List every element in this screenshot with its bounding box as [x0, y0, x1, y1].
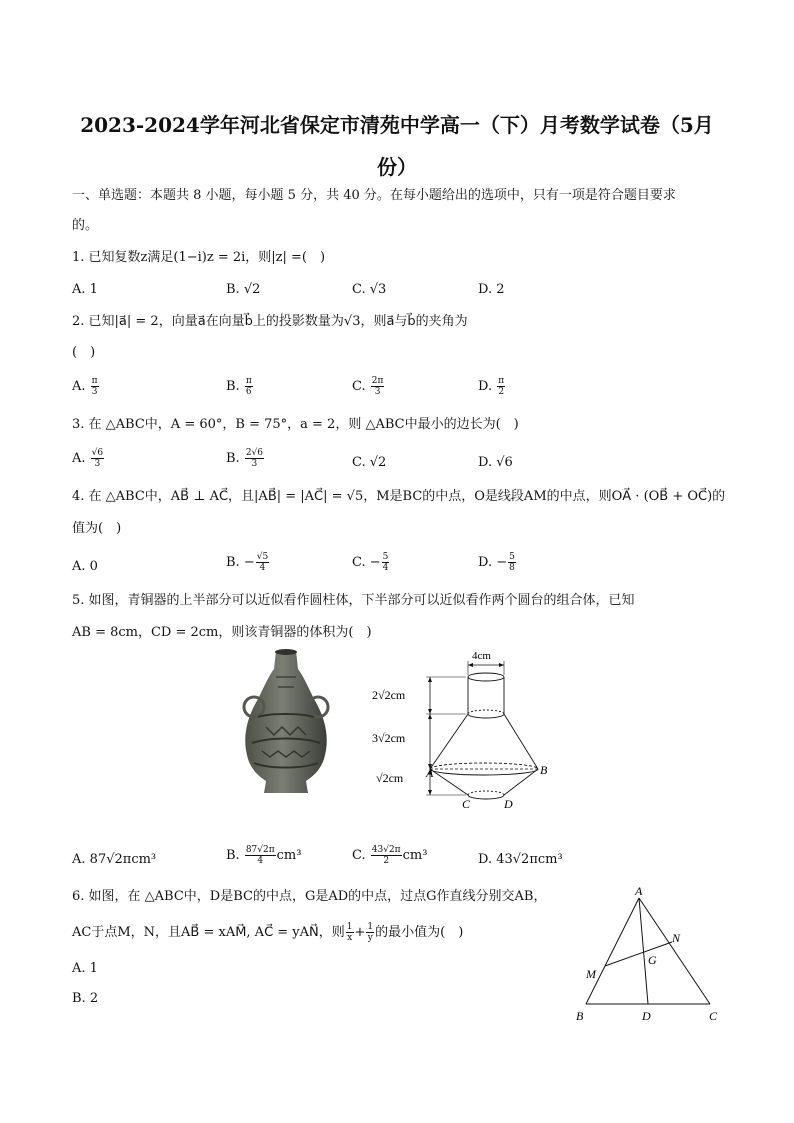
fraction: $\frac{\pi}{6}$ [245, 376, 252, 397]
q6-option-b: B. 2 [72, 991, 99, 1006]
fraction: $\frac{√6}{3}$ [91, 448, 104, 469]
q1-option-b: B. √2 [226, 282, 261, 297]
title-line-1: 2023-2024学年河北省保定市清苑中学高一（下）月考数学试卷（5月 [80, 113, 714, 137]
point-c-label: C [709, 1009, 718, 1023]
q5-option-a: A. 87√2πcm³ [72, 852, 157, 867]
point-m-label: M [586, 967, 596, 981]
bronze-vessel-photo [240, 647, 332, 799]
q2-option-a: A. $\frac{\pi}{3}$ [72, 376, 98, 397]
side-ab [586, 898, 639, 1004]
question-3-stem: 3. 在 △ABC中，A = 60°，B = 75°，a = 2，则 △ABC中最小的边长为( ) [72, 417, 519, 432]
q1-option-a: A. 1 [72, 282, 98, 297]
q3-option-c: C. √2 [352, 455, 387, 470]
height-2-label: 3√2cm [372, 731, 406, 745]
question-5-stem: 5. 如图，青铜器的上半部分可以近似看作圆柱体，下半部分可以近似看作两个圆台的组合体，已知 [72, 593, 635, 608]
question-1-stem: 1. 已知复数z满足(1−i)z = 2i，则|z| =( ) [72, 250, 326, 265]
section-header [72, 187, 676, 205]
q3-option-b: B. $\frac{2√6}{3}$ [226, 448, 264, 469]
title-line-2: 份） [377, 155, 417, 179]
point-d-label: D [642, 1009, 651, 1023]
q4-option-d: D. − $\frac{5}{8}$ [478, 552, 515, 573]
question-2-stem: 2. 已知|a⃗| = 2，向量a⃗在向量b⃗上的投影数量为√3，则a⃗与b⃗的夹角为 [72, 314, 468, 329]
fraction: $\frac{5}{8}$ [509, 552, 515, 573]
fraction: $\frac{\pi}{3}$ [91, 376, 98, 397]
fraction: $\frac{√5}{4}$ [256, 552, 269, 573]
point-n-label: N [672, 931, 681, 945]
point-d-label: D [504, 797, 513, 811]
fraction: $\frac{1}{y}$ [367, 922, 374, 943]
vessel-diagram [368, 645, 556, 815]
question-5-stem-cont: AB = 8cm，CD = 2cm，则该青铜器的体积为( ) [72, 625, 372, 640]
fraction: $\frac{\pi}{2}$ [498, 376, 505, 397]
fraction: $\frac{87√2\pi}{4}$ [245, 845, 275, 866]
question-4-stem-cont: 值为( ) [72, 521, 122, 536]
q1-option-c: C. √3 [352, 282, 387, 297]
q5-option-c: C. $\frac{43√2\pi}{2}$ cm³ [352, 845, 428, 866]
q2-option-b: B. $\frac{\pi}{6}$ [226, 376, 252, 397]
point-b-label: B [576, 1009, 584, 1023]
q3-option-d: D. √6 [478, 455, 513, 470]
point-b-label: B [540, 763, 548, 777]
point-c-label: C [462, 797, 471, 811]
question-2-stem-cont: ( ) [72, 345, 96, 360]
question-4-stem: 4. 在 △ABC中，AB⃗ ⊥ AC⃗，且|AB⃗| = |AC⃗| = √5，M是BC的中点，O是线段AM的中点，则OA⃗ · (OB⃗ + OC⃗)的 [72, 489, 726, 504]
question-6-stem: 6. 如图，在 △ABC中，D是BC的中点，G是AD的中点，过点G作直线分别交AB， [72, 889, 547, 904]
point-a-label: A [426, 766, 434, 780]
question-6-stem-cont: AC于点M，N，且AB⃗ = xAM⃗, AC⃗ = yAN⃗，则 $\frac{1}{x}$ + $\frac{1}{y}$ 的最小值为( ) [72, 922, 464, 943]
point-a-label: A [635, 884, 643, 898]
fraction: $\frac{2√6}{3}$ [245, 448, 264, 469]
height-1-label: 2√2cm [372, 688, 406, 702]
q5-option-b: B. $\frac{87√2\pi}{4}$ cm³ [226, 845, 302, 866]
q5-option-d: D. 43√2πcm³ [478, 852, 563, 867]
q4-option-a: A. 0 [72, 559, 98, 574]
q2-option-c: C. $\frac{2\pi}{3}$ [352, 376, 384, 397]
fraction: $\frac{5}{4}$ [382, 552, 389, 573]
q4-option-b: B. − $\frac{√5}{4}$ [226, 552, 269, 573]
top-width-label: 4cm [472, 650, 491, 662]
q3-option-a: A. $\frac{√6}{3}$ [72, 448, 104, 469]
height-3-label: √2cm [376, 771, 404, 785]
section-line-1: 一、单选题：本题共 8 小题，每小题 5 分，共 40 分。在每小题给出的选项中，只有一项是符合题目要求 [72, 188, 676, 203]
fraction: $\frac{1}{x}$ [346, 922, 353, 943]
side-ac [639, 898, 710, 1004]
q6-option-a: A. 1 [72, 961, 98, 976]
section-header-cont [72, 217, 98, 235]
section-line-2: 的。 [72, 218, 99, 233]
triangle-diagram [572, 884, 724, 1026]
fraction: $\frac{43√2\pi}{2}$ [371, 845, 401, 866]
q2-option-d: D. $\frac{\pi}{2}$ [478, 376, 505, 397]
page-title [60, 104, 734, 188]
point-g-label: G [648, 953, 657, 967]
q1-option-d: D. 2 [478, 282, 505, 297]
q4-option-c: C. − $\frac{5}{4}$ [352, 552, 389, 573]
fraction: $\frac{2\pi}{3}$ [371, 376, 384, 397]
